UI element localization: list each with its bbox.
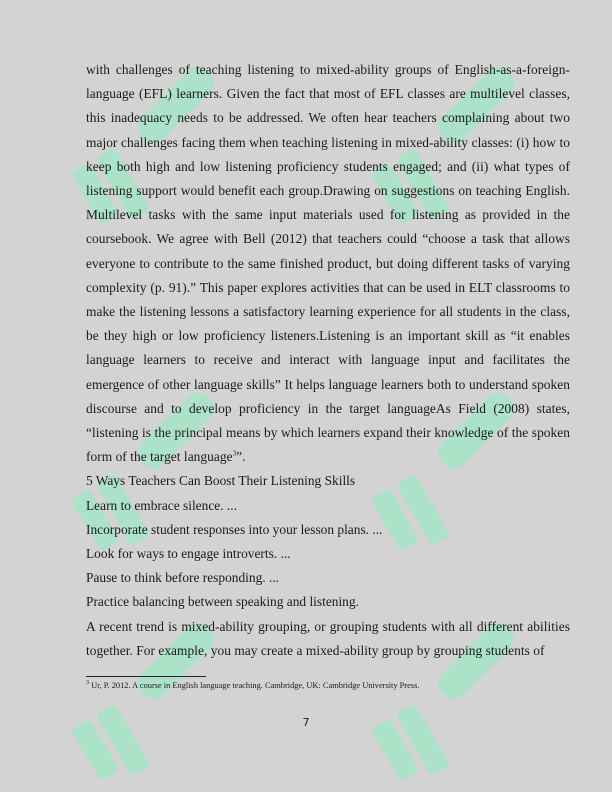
- page-number: 7: [302, 716, 310, 729]
- list-item: Pause to think before responding. ...: [86, 570, 280, 586]
- paragraph-closing-quote: ”.: [236, 449, 246, 465]
- footnote: [86, 681, 570, 690]
- list-item: Practice balancing between speaking and listening.: [86, 594, 359, 610]
- list-item: Look for ways to engage introverts. ...: [86, 546, 291, 562]
- list-heading: 5 Ways Teachers Can Boost Their Listening Skills: [86, 473, 356, 489]
- list-item: Learn to embrace silence. ...: [86, 497, 237, 513]
- document-body: [86, 58, 570, 663]
- footnote-reference: 3: [232, 449, 237, 458]
- list-item: Incorporate student responses into your lesson plans. ...: [86, 521, 383, 537]
- footnote-divider: [86, 676, 206, 677]
- body-paragraph: [86, 58, 570, 469]
- footnote-number: 3: [86, 680, 89, 687]
- footnote-text: Ur, P. 2012. A course in English language teaching. Cambridge, UK: Cambridge University Press.: [89, 681, 420, 690]
- body-paragraph: A recent trend is mixed-ability grouping, or grouping students with all different abilities together. For example, you may create a mixed-ability group by grouping students of: [86, 618, 570, 658]
- paragraph-text: with challenges of teaching listening to mixed-ability groups of English-as-a-foreign-language (EFL) learners. Given the fact that most of EFL classes are multilevel classes, this inadequacy needs to be addressed. We often hear teachers complaining about two major challenges facing them when teaching listening in mixed-ability classes: (i) how to keep both high and low listening proficiency students engaged; and (ii) what types of listening support would benefit each group.Drawing on suggestions on teaching English. Multilevel tasks with the same input materials used for listening as provided in the coursebook. We agree with Bell (2012) that teachers could “choose a task that allows everyone to contribute to the same finished product, but doing different tasks of varying complexity (p. 91).” This paper explores activities that can be used in ELT classrooms to make the listening lessons a satisfactory learning experience for all students in the class, be they high or low proficiency listeners.Listening is an important skill as “it enables language learners to receive and interact with language input and facilitates the emergence of other language skills” It helps language learners both to understand spoken discourse and to develop proficiency in the target languageAs Field (2008) states, “listening is the principal means by which learners expand their knowledge of the spoken form of the target language: [86, 62, 570, 465]
